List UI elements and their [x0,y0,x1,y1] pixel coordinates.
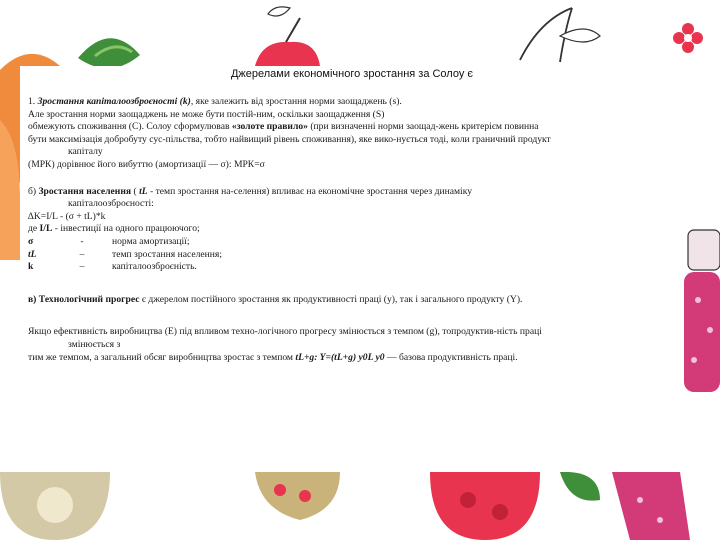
fruit-bowl-icon [255,472,340,520]
plate-icon [0,472,110,540]
cherry-icon [520,8,600,62]
text-line: (МРК) дорівнює його вибуттю (амортизації — σ): МРК=σ [28,158,265,170]
slide [20,66,684,472]
leaf-icon [560,472,600,501]
cherry-bowl-icon [430,472,540,540]
text-line: Але зростання норми заощаджень не може бути постій-ним, оскільки заощадження (S) [28,108,385,120]
paragraph-technological-progress: в) Технологічний прогрес є джерелом постійного зростання як продуктивності праці (y), так і загального продукту (Y). [28,293,523,305]
text-line: бути максимізація добробуту сус-пільства, тобто найвищий рівень споживання), яке вико-нується тоді, коли граничний продукт [28,133,551,145]
raspberry-icon [612,472,690,540]
paragraph-population-growth: б) Зростання населення ( tL - темп зростання на-селення) впливає на економічне зростання через динаміку [28,185,473,197]
slide-title: Джерелами економічного зростання за Солоу є [230,68,474,80]
term-technological-progress: Технологічний прогрес [38,293,140,305]
term-population-growth: Зростання населення [38,185,132,197]
variable-definition: tL – темп зростання населення; [28,248,223,260]
paragraph-efficiency: Якщо ефективність виробництва (E) під впливом техно-логічного прогресу змінюється з темпом (g), топродуктив-ність праці [28,326,542,338]
text-line: тим же темпом, а загальний обсяг виробництва зростає з темпом tL+g: Y=(tL+g) y0L y0 — базова продуктивність праці. [28,351,518,363]
text-line: обмежують споживання (С). Солоу сформулював «золоте правило» (при визначенні норми заощад-жень критерієм повинна [28,121,539,133]
text-line: змінюється з [68,338,121,350]
variable-definition: k – капіталоозброєність. [28,261,197,273]
text-line: капіталоозброєності: [68,198,154,210]
variable-definition: σ - норма амортизації; [28,235,190,247]
formula: ∆K=I/L - (σ + tL)*k [28,210,106,222]
text-line: капіталу [68,146,103,158]
golden-rule-term: «золоте правило» [231,121,308,133]
slide-body [28,96,682,364]
apple-icon [255,7,320,66]
leaf-icon [78,38,140,68]
flower-icon [673,23,703,53]
text-line: де I/L - інвестиції на одного працюючого; [28,223,200,235]
term-capital-deepening: Зростання капіталоозброєності (k) [37,96,191,107]
jar-icon [684,230,720,392]
paragraph-capital-deepening: 1. Зростання капіталоозброєності (k), яке залежить від зростання норми заощаджень (s). [28,96,402,107]
